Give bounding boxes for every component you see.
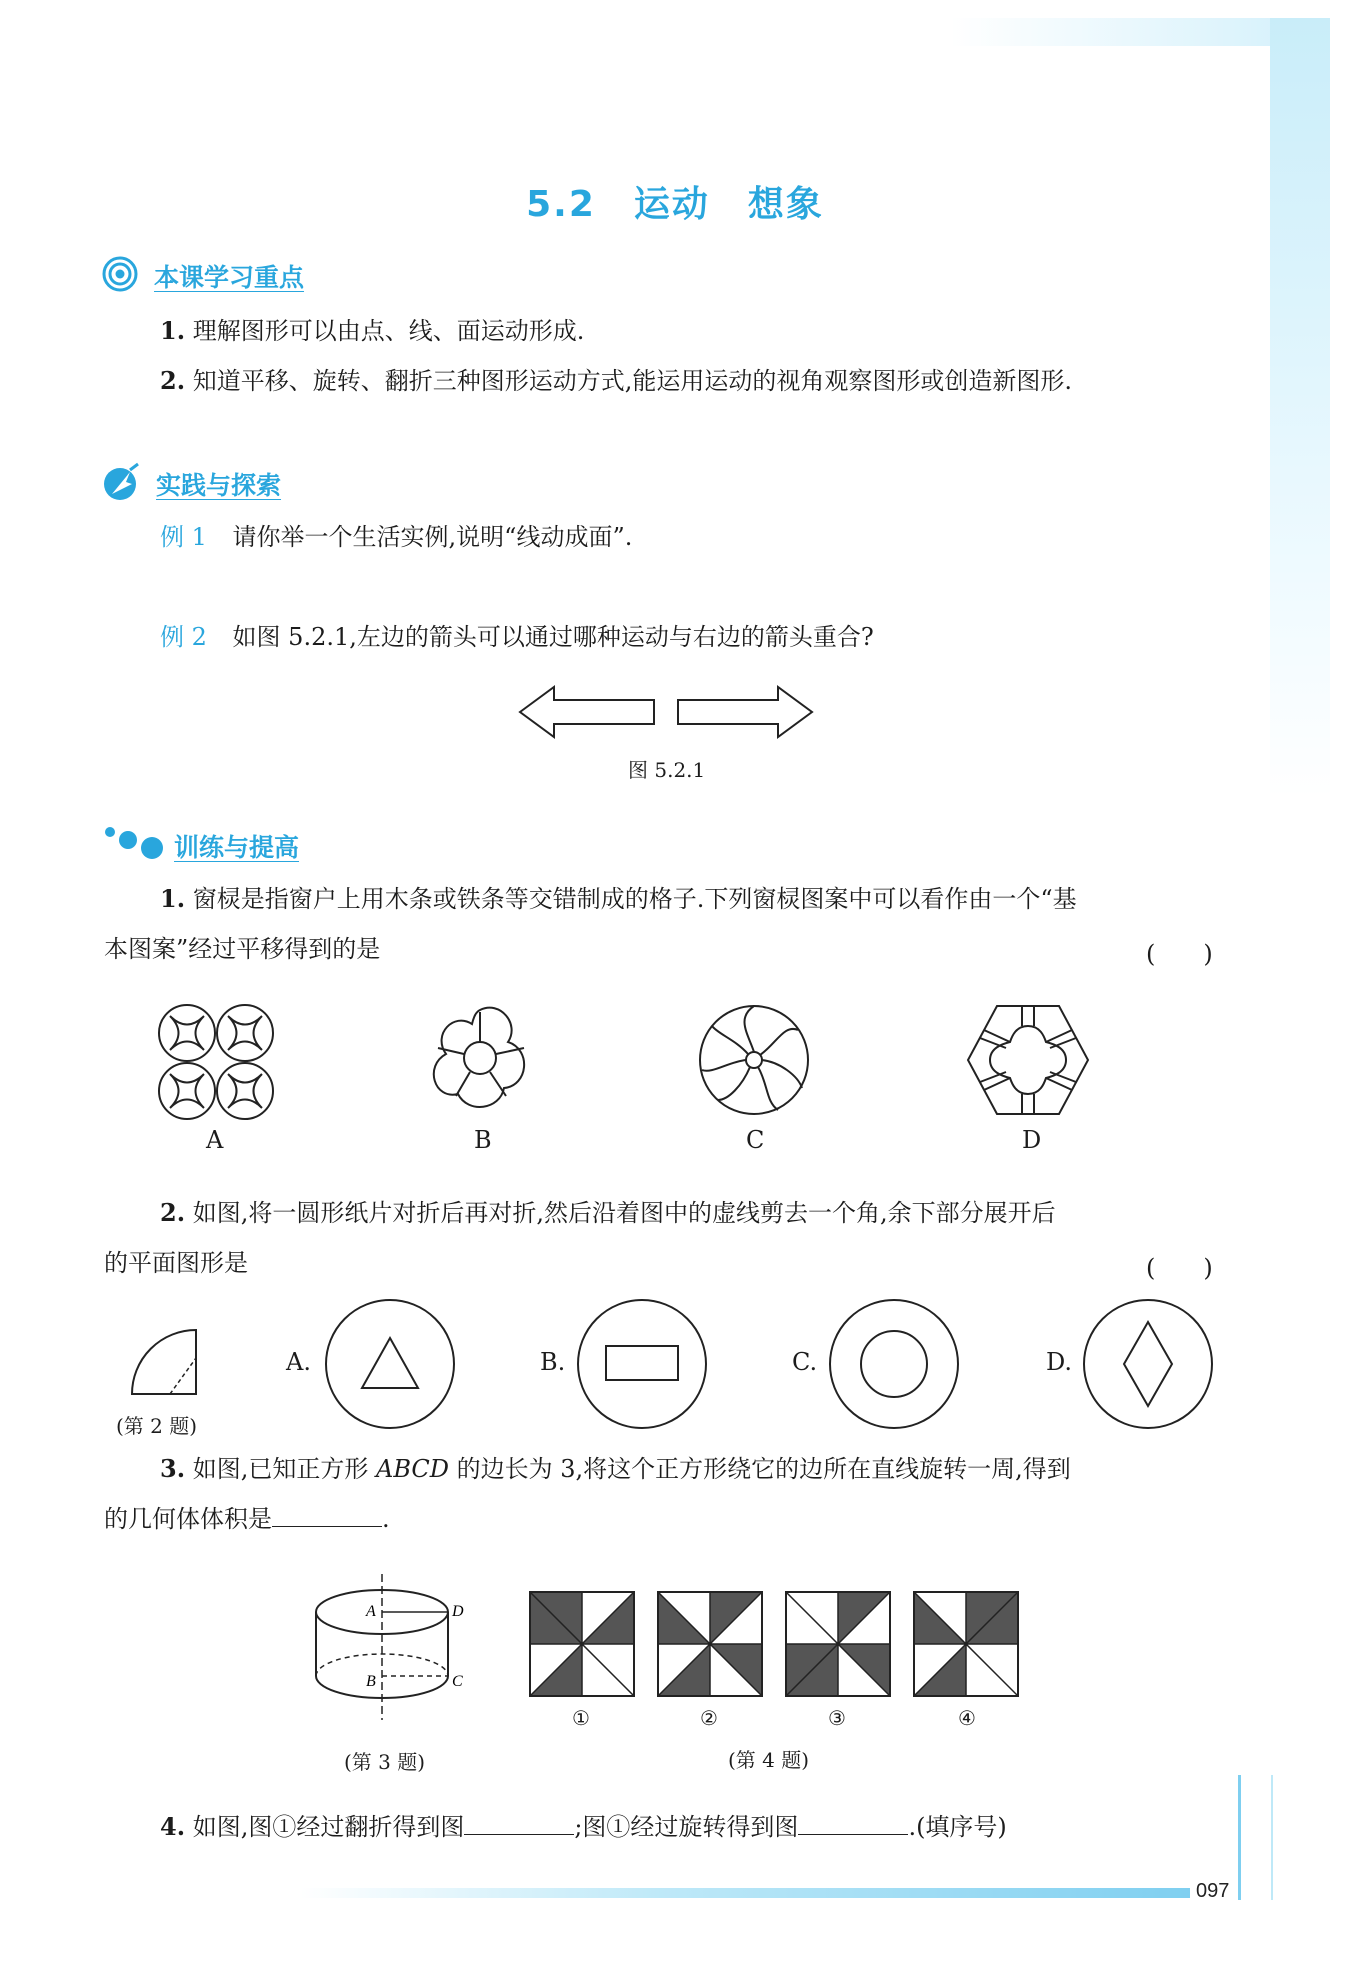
window-pattern-c: [698, 1004, 810, 1116]
q4-figure-3: [784, 1590, 892, 1698]
cylinder-figure: [310, 1572, 470, 1722]
folded-paper-figure: [130, 1328, 200, 1398]
window-pattern-b: [428, 1004, 532, 1114]
section-heading-training: 训练与提高: [174, 833, 300, 862]
caption-q2: (第 2 题): [116, 1414, 198, 1438]
question-3-line2: 的几何体体积是 .: [104, 1505, 390, 1533]
q2-option-c-figure: [828, 1298, 960, 1430]
page-number: 097: [1196, 1880, 1230, 1902]
q4-label-3: ③: [828, 1706, 846, 1730]
bottom-rule: [300, 1888, 1190, 1898]
question-2-line2: 的平面图形是: [104, 1249, 248, 1277]
page-title: 5.2 运动 想象: [526, 184, 824, 225]
q2-option-d-figure: [1082, 1298, 1214, 1430]
question-1-line2: 本图案”经过平移得到的是: [104, 935, 381, 963]
point-d-label: D: [452, 1603, 464, 1620]
section-heading-key-points: 本课学习重点: [154, 263, 305, 292]
q1-option-b[interactable]: B: [474, 1126, 492, 1154]
point-c-label: C: [452, 1673, 463, 1690]
answer-blank-q3[interactable]: [272, 1504, 382, 1527]
q2-option-a-label[interactable]: A.: [286, 1348, 311, 1376]
q1-option-a[interactable]: A: [206, 1126, 224, 1154]
point-b-label: B: [366, 1673, 376, 1690]
q2-option-b-figure: [576, 1298, 708, 1430]
section-heading-practice: 实践与探索: [156, 471, 282, 500]
q4-label-2: ②: [700, 1706, 718, 1730]
key-point-1: 1. 理解图形可以由点、线、面运动形成.: [160, 316, 585, 345]
caption-q4: (第 4 题): [728, 1748, 810, 1772]
question-4: 4. 如图,图①经过翻折得到图 ;图①经过旋转得到图 .(填序号): [160, 1812, 1007, 1841]
rocket-icon: [102, 462, 140, 504]
question-1-line1: 1. 窗棂是指窗户上用木条或铁条等交错制成的格子.下列窗棂图案中可以看作由一个“基: [160, 884, 1077, 913]
caption-q3: (第 3 题): [344, 1750, 426, 1774]
q2-option-c-label[interactable]: C.: [792, 1348, 818, 1376]
q2-option-d-label[interactable]: D.: [1046, 1348, 1073, 1376]
arrows-figure: [518, 684, 814, 740]
figure-caption-5-2-1: 图 5.2.1: [628, 758, 706, 782]
q2-option-b-label[interactable]: B.: [540, 1348, 566, 1376]
answer-blank-q4-rotate[interactable]: [798, 1812, 908, 1835]
q1-option-d[interactable]: D: [1022, 1126, 1042, 1154]
answer-blank-q4-flip[interactable]: [464, 1812, 574, 1835]
answer-parentheses-q1[interactable]: ( ): [1146, 940, 1213, 968]
bottom-lines: [1238, 1775, 1273, 1900]
q2-option-a-figure: [324, 1298, 456, 1430]
question-2-line1: 2. 如图,将一圆形纸片对折后再对折,然后沿着图中的虚线剪去一个角,余下部分展开后: [160, 1198, 1056, 1227]
q4-label-1: ①: [572, 1706, 590, 1730]
question-3-line1: 3. 如图,已知正方形 ABCD 的边长为 3,将这个正方形绕它的边所在直线旋转一周,得到: [160, 1454, 1071, 1483]
q4-figure-4: [912, 1590, 1020, 1698]
dots-icon: [102, 822, 164, 862]
answer-parentheses-q2[interactable]: ( ): [1146, 1254, 1213, 1282]
q4-figure-1: [528, 1590, 636, 1698]
example-2: 例 2 如图 5.2.1,左边的箭头可以通过哪种运动与右边的箭头重合?: [160, 623, 874, 651]
top-band: [950, 18, 1330, 46]
q4-label-4: ④: [958, 1706, 976, 1730]
target-icon: [102, 256, 138, 292]
key-point-2: 2. 知道平移、旋转、翻折三种图形运动方式,能运用运动的视角观察图形或创造新图形.: [160, 366, 1072, 395]
q1-option-c[interactable]: C: [746, 1126, 765, 1154]
point-a-label: A: [366, 1603, 376, 1620]
example-1: 例 1 请你举一个生活实例,说明“线动成面”.: [160, 523, 633, 551]
q4-figure-2: [656, 1590, 764, 1698]
window-pattern-d: [966, 1004, 1090, 1116]
window-pattern-a: [158, 1004, 274, 1120]
right-band: [1270, 18, 1330, 798]
